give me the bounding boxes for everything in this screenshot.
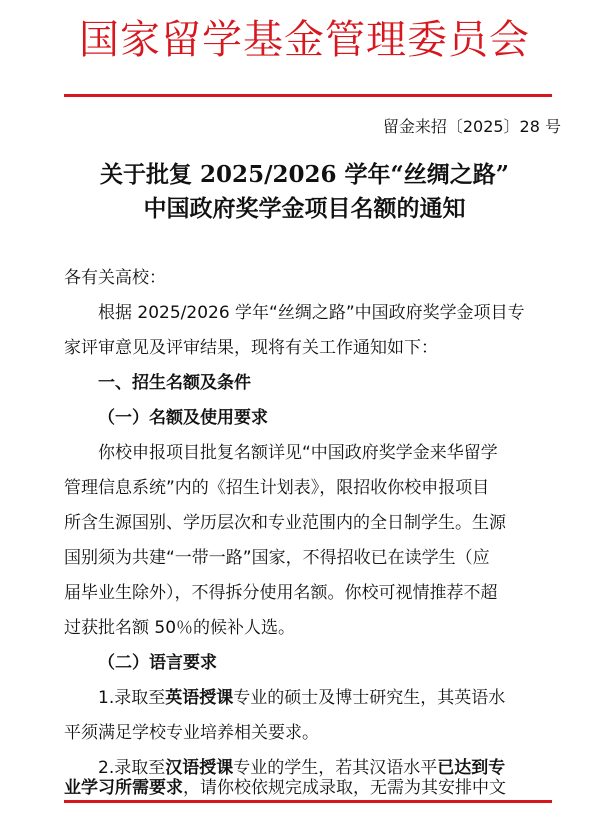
emphasis-text: 业学习所需要求 (64, 778, 183, 798)
document-number: 留金来招〔2025〕28 号 (382, 117, 561, 136)
text-run: 专业的学生，若其汉语水平 (233, 758, 438, 778)
document-title-line-2: 中国政府奖学金项目名额的通知 (143, 195, 466, 222)
text-run: ，请你校依规完成录取，无需为其安排中文 (183, 778, 506, 798)
paragraph-line: 国别须为共建“一带一路”国家，不得招收已在读学生（应 (64, 548, 490, 568)
emphasis-text: 汉语授课 (165, 758, 234, 778)
section-heading: 一、招生名额及条件 (98, 373, 251, 393)
salutation: 各有关高校： (64, 268, 166, 288)
intro-line: 家评审意见及评审结果，现将有关工作通知如下： (64, 338, 438, 358)
paragraph-line: 管理信息系统”内的《招生计划表》，限招收你校申报项目 (64, 478, 490, 498)
paragraph-line: 平须满足学校专业培养相关要求。 (64, 723, 319, 743)
intro-line: 根据 2025/2026 学年“丝绸之路”中国政府奖学金项目专 (98, 303, 525, 323)
paragraph-line: 届毕业生除外），不得拆分使用名额。你校可视情推荐不超 (64, 583, 498, 603)
organization-header: 国家留学基金管理委员会 (79, 17, 530, 63)
text-run: 1.录取至 (98, 688, 166, 708)
emphasis-text: 已达到专 (437, 758, 506, 778)
paragraph-line (98, 686, 505, 710)
paragraph-line: 你校申报项目批复名额详见“中国政府奖学金来华留学 (98, 443, 498, 463)
paragraph-line: 所含生源国别、学历层次和专业范围内的全日制学生。生源 (64, 513, 506, 533)
paragraph-line: 过获批名额 50％的候补人选。 (64, 618, 296, 638)
subsection-heading: （一）名额及使用要求 (98, 408, 268, 428)
paragraph-line (64, 776, 506, 800)
footer-divider (64, 800, 552, 803)
document-title-line-1: 关于批复 2025/2026 学年“丝绸之路” (100, 161, 509, 188)
subsection-heading: （二）语言要求 (98, 653, 217, 673)
emphasis-text: 英语授课 (165, 688, 234, 708)
header-divider (64, 94, 552, 97)
text-run: 专业的硕士及博士研究生，其英语水 (233, 688, 506, 708)
text-run: 2.录取至 (98, 758, 166, 778)
